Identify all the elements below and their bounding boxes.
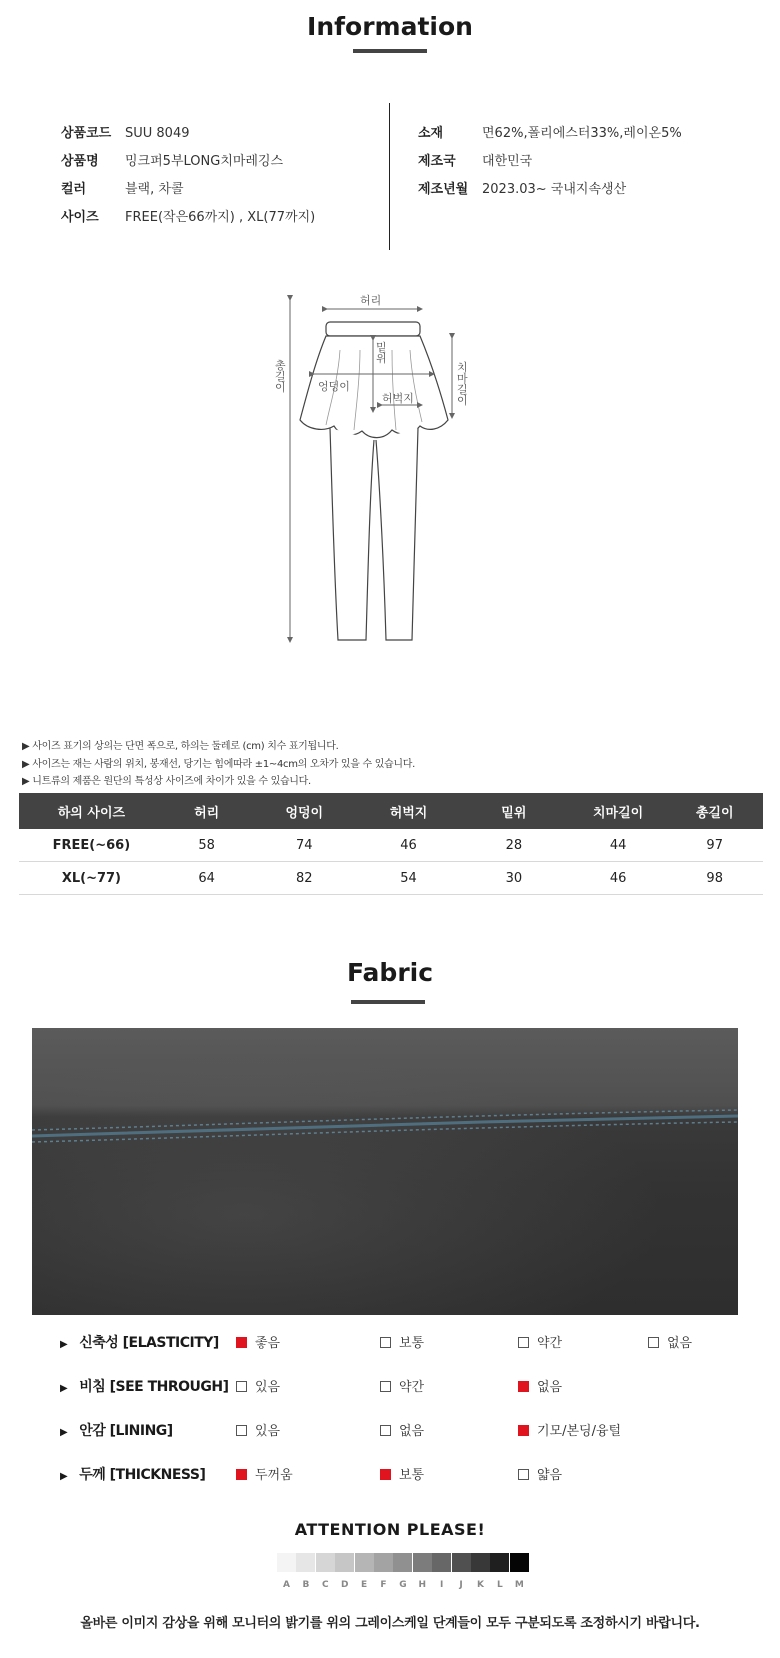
grayscale-letter: L: [497, 1580, 503, 1590]
property-row-elasticity: [0, 1332, 780, 1376]
checkbox-empty-icon: [648, 1337, 659, 1348]
option-checkbox[interactable]: [518, 1420, 621, 1439]
option-label: 약간: [537, 1336, 563, 1351]
attention-title: ATTENTION PLEASE!: [294, 1520, 486, 1539]
grayscale-letter: C: [321, 1580, 329, 1590]
info-value: 대한민국: [482, 154, 533, 169]
table-cell: 54: [359, 862, 458, 895]
option-label: 보통: [399, 1336, 425, 1351]
fabric-photo: [32, 1028, 738, 1315]
column-header: 밑위: [458, 793, 570, 829]
diagram-label-rise: 밑위: [376, 341, 387, 365]
grayscale-swatch: [510, 1553, 529, 1572]
table-cell: 97: [666, 829, 763, 862]
attention-message: 올바른 이미지 감상을 위해 모니터의 밝기를 위의 그레이스케일 단계들이 모두 구분되도록 조정하시기 바랍니다.: [80, 1616, 700, 1631]
column-header: 하의 사이즈: [19, 793, 164, 829]
info-label: 사이즈: [61, 210, 99, 225]
grayscale-letter: A: [283, 1580, 290, 1590]
size-table: [19, 793, 763, 895]
info-right-column: [418, 120, 682, 204]
info-row-country: [418, 148, 682, 176]
grayscale-swatch: [432, 1553, 451, 1572]
option-checkbox[interactable]: [518, 1332, 562, 1351]
table-cell: 46: [570, 862, 667, 895]
column-header: 허벅지: [359, 793, 458, 829]
grayscale-letter: J: [459, 1580, 463, 1590]
property-row-thickness: [0, 1464, 780, 1508]
grayscale-letter: H: [418, 1580, 427, 1590]
checkbox-empty-icon: [236, 1381, 247, 1392]
column-header: 엉덩이: [249, 793, 359, 829]
info-label: 상품명: [61, 154, 99, 169]
triangle-right-icon: ▶: [60, 1471, 68, 1482]
option-label: 좋음: [255, 1336, 281, 1351]
fabric-title-underline: [351, 1000, 425, 1004]
option-label: 있음: [255, 1424, 281, 1439]
note-line: ▶ 사이즈는 재는 사람의 위치, 봉재선, 당기는 힘에따라 ±1~4cm의 오차가 있을 수 있습니다.: [22, 758, 416, 770]
option-checkbox[interactable]: [236, 1332, 280, 1351]
diagram-label-total-length: 총길이: [275, 359, 286, 394]
grayscale-swatch: [413, 1553, 432, 1572]
column-header: 총길이: [666, 793, 763, 829]
grayscale-swatch: [393, 1553, 412, 1572]
info-row-manufacture-date: [418, 176, 682, 204]
property-name: [60, 1376, 229, 1396]
table-cell: 64: [164, 862, 250, 895]
info-row-material: [418, 120, 682, 148]
info-row-product-code: [61, 120, 315, 148]
fabric-stitch-seam: [32, 1028, 738, 1315]
option-checkbox[interactable]: [380, 1332, 424, 1351]
grayscale-letter: I: [440, 1580, 444, 1590]
option-label: 얇음: [537, 1468, 563, 1483]
grayscale-swatch: [296, 1553, 315, 1572]
grayscale-swatch: [316, 1553, 335, 1572]
size-table-header: [19, 793, 763, 829]
option-checkbox[interactable]: [380, 1376, 424, 1395]
diagram-label-skirt-length: 치마길이: [457, 361, 468, 407]
size-diagram: [275, 290, 500, 660]
grayscale-letter: E: [361, 1580, 368, 1590]
column-header: 허리: [164, 793, 250, 829]
property-name: [60, 1332, 219, 1352]
option-checkbox[interactable]: [648, 1332, 692, 1351]
checkbox-checked-icon: [380, 1469, 391, 1480]
grayscale-letter: D: [340, 1580, 349, 1590]
option-label: 보통: [399, 1468, 425, 1483]
option-label: 없음: [667, 1336, 693, 1351]
table-cell: 98: [666, 862, 763, 895]
property-row-see-through: [0, 1376, 780, 1420]
info-value: SUU 8049: [125, 126, 190, 141]
info-value: 면62%,폴리에스터33%,레이온5%: [482, 126, 682, 141]
option-checkbox[interactable]: [380, 1464, 424, 1483]
checkbox-empty-icon: [380, 1337, 391, 1348]
property-name: [60, 1420, 173, 1440]
grayscale-letter: G: [399, 1580, 407, 1590]
option-checkbox[interactable]: [518, 1464, 562, 1483]
option-checkbox[interactable]: [518, 1376, 562, 1395]
grayscale-swatch: [335, 1553, 354, 1572]
option-label: 없음: [537, 1380, 563, 1395]
skirt-leggings-illustration: [280, 290, 500, 660]
checkbox-empty-icon: [236, 1425, 247, 1436]
property-label: 안감 [LINING]: [79, 1423, 173, 1439]
column-header: 치마길이: [570, 793, 667, 829]
table-cell: 28: [458, 829, 570, 862]
info-value: 밍크퍼5부LONG치마레깅스: [125, 154, 284, 169]
grayscale-letter: K: [477, 1580, 484, 1590]
triangle-right-icon: ▶: [60, 1383, 68, 1394]
table-cell: 30: [458, 862, 570, 895]
checkbox-empty-icon: [518, 1469, 529, 1480]
grayscale-letter: B: [302, 1580, 310, 1590]
diagram-label-hip: 엉덩이: [318, 380, 350, 393]
property-label: 비침 [SEE THROUGH]: [79, 1379, 229, 1395]
note-line: ▶ 사이즈 표기의 상의는 단면 폭으로, 하의는 둘레로 (cm) 치수 표기됩니다.: [22, 741, 339, 752]
grayscale-swatch: [490, 1553, 509, 1572]
info-label: 제조국: [418, 154, 456, 169]
table-row: [19, 862, 763, 895]
diagram-label-thigh: 허벅지: [382, 392, 414, 405]
grayscale-swatch: [374, 1553, 393, 1572]
option-label: 기모/본딩/융털: [537, 1424, 622, 1439]
table-row: [19, 829, 763, 862]
triangle-right-icon: ▶: [60, 1339, 68, 1350]
table-cell: FREE(~66): [19, 829, 164, 862]
property-label: 신축성 [ELASTICITY]: [79, 1335, 219, 1351]
table-cell: 46: [359, 829, 458, 862]
diagram-label-waist: 허리: [360, 294, 382, 307]
info-label: 컬러: [61, 182, 87, 197]
info-row-color: [61, 176, 315, 204]
info-left-column: [61, 120, 315, 232]
table-cell: 58: [164, 829, 250, 862]
note-line: ▶ 니트류의 제품은 원단의 특성상 사이즈에 차이가 있을 수 있습니다.: [22, 776, 311, 787]
info-label: 제조년월: [418, 182, 469, 197]
info-value: FREE(작은66까지) , XL(77까지): [125, 210, 316, 225]
information-title-underline: [353, 49, 427, 53]
option-label: 있음: [255, 1380, 281, 1395]
table-cell: 44: [570, 829, 667, 862]
checkbox-empty-icon: [380, 1425, 391, 1436]
table-cell: XL(~77): [19, 862, 164, 895]
grayscale-swatch: [452, 1553, 471, 1572]
info-label: 소재: [418, 126, 444, 141]
option-checkbox[interactable]: [236, 1420, 280, 1439]
grayscale-letter: F: [380, 1580, 387, 1590]
property-label: 두께 [THICKNESS]: [79, 1467, 206, 1483]
property-row-lining: [0, 1420, 780, 1464]
info-label: 상품코드: [61, 126, 112, 141]
option-label: 약간: [399, 1380, 425, 1395]
checkbox-checked-icon: [518, 1381, 529, 1392]
checkbox-checked-icon: [236, 1337, 247, 1348]
info-row-product-name: [61, 148, 315, 176]
option-label: 없음: [399, 1424, 425, 1439]
grayscale-swatch: [355, 1553, 374, 1572]
option-checkbox[interactable]: [236, 1376, 280, 1395]
checkbox-checked-icon: [236, 1469, 247, 1480]
triangle-right-icon: ▶: [60, 1427, 68, 1438]
grayscale-swatch: [277, 1553, 296, 1572]
info-column-divider: [389, 103, 390, 250]
grayscale-swatch: [471, 1553, 490, 1572]
property-name: [60, 1464, 205, 1484]
option-checkbox[interactable]: [236, 1464, 293, 1483]
information-title: Information: [307, 12, 473, 41]
checkbox-empty-icon: [518, 1337, 529, 1348]
option-checkbox[interactable]: [380, 1420, 424, 1439]
option-label: 두꺼움: [255, 1468, 293, 1483]
checkbox-empty-icon: [380, 1381, 391, 1392]
table-cell: 74: [249, 829, 359, 862]
info-value: 2023.03~ 국내지속생산: [482, 182, 627, 197]
info-value: 블랙, 차콜: [125, 182, 184, 197]
checkbox-checked-icon: [518, 1425, 529, 1436]
info-row-size: [61, 204, 315, 232]
grayscale-letter: M: [514, 1580, 524, 1590]
fabric-title: Fabric: [346, 958, 434, 987]
size-notes: [22, 738, 415, 791]
table-cell: 82: [249, 862, 359, 895]
